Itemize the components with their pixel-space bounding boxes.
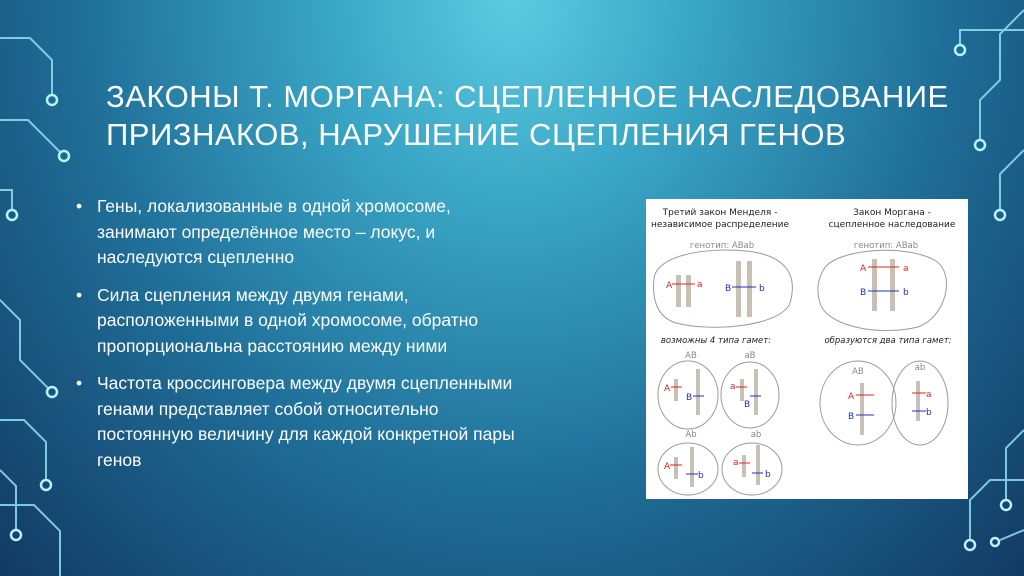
allele-label: b	[698, 471, 704, 481]
allele-label: B	[860, 288, 867, 298]
allele-label: a	[730, 382, 736, 392]
left-title-1: Третий закон Менделя -	[662, 208, 778, 218]
allele-label: B	[725, 284, 732, 294]
right-gametes-caption: образуются два типа гамет:	[824, 336, 952, 346]
bullet-line: генами представляет собой относительно	[97, 398, 439, 419]
bullet-list	[76, 194, 636, 485]
bullet-dot: •	[76, 284, 83, 305]
genotype-left: генотип: AВab	[689, 241, 755, 251]
left-gametes-caption: возможны 4 типа гамет:	[660, 336, 772, 346]
gamete-cell	[722, 443, 782, 495]
bullet-line: Гены, локализованные в одной хромосоме,	[97, 196, 451, 216]
bullet-item	[76, 194, 636, 271]
allele-label: b	[759, 284, 765, 294]
gamete-cell	[721, 362, 779, 428]
slide-title	[106, 78, 949, 154]
bullet-item	[76, 371, 636, 473]
genotype-right: генотип: AВab	[853, 241, 919, 251]
inheritance-diagram	[646, 199, 968, 499]
bullet-line: постоянную величину для каждой конкретной пары	[97, 424, 515, 444]
title-line-1: ЗАКОНЫ Т. МОРГАНА: СЦЕПЛЕННОЕ НАСЛЕДОВАНИЕ	[106, 79, 949, 114]
title-line-2: ПРИЗНАКОВ, НАРУШЕНИЕ СЦЕПЛЕНИЯ ГЕНОВ	[106, 117, 847, 152]
gamete-label: AB	[852, 367, 864, 377]
allele-label: B	[744, 400, 751, 410]
allele-label: A	[664, 384, 671, 394]
right-title-2: сцепленное наследование	[828, 220, 956, 230]
chromosome	[747, 261, 752, 317]
bullet-line: генов	[97, 449, 142, 470]
bullet-line: Частота кроссинговера между двумя сцепленными	[97, 373, 513, 393]
parent-cell-left	[654, 250, 793, 327]
allele-label: B	[848, 412, 855, 422]
allele-label: B	[686, 393, 693, 403]
bullet-line: наследуются сцепленно	[97, 247, 295, 267]
allele-label: A	[848, 392, 855, 402]
bullet-line: расположенными в одной хромосоме, обратно	[97, 310, 479, 330]
right-title-1: Закон Моргана -	[853, 208, 931, 218]
allele-label: A	[860, 264, 867, 274]
allele-label: a	[903, 264, 909, 274]
gamete-label: ab	[750, 430, 762, 440]
diagram-svg	[646, 199, 968, 499]
allele-label: a	[697, 280, 703, 290]
allele-label: b	[926, 408, 932, 418]
gamete-label: AB	[685, 351, 697, 361]
gamete-label: ab	[914, 363, 926, 373]
bullet-item	[76, 283, 636, 360]
allele-label: A	[664, 462, 671, 472]
bullet-dot: •	[76, 373, 83, 393]
allele-label: A	[666, 281, 673, 291]
chromosome	[686, 275, 691, 307]
gamete-label: aB	[744, 351, 756, 361]
allele-label: a	[926, 390, 932, 400]
gamete-label: Ab	[685, 430, 697, 440]
chromosome	[676, 275, 681, 307]
allele-label: a	[733, 458, 739, 468]
left-title-2: независимое распределение	[651, 220, 789, 230]
bullet-line: Сила сцепления между двумя генами,	[97, 284, 409, 305]
bullet-dot: •	[76, 196, 83, 216]
parent-cell-right	[818, 250, 947, 330]
bullet-line: пропорциональна расстоянию между ними	[97, 335, 448, 356]
chromosome	[736, 261, 741, 317]
bullet-line: занимают определённое место – локус, и	[97, 221, 436, 242]
allele-label: b	[765, 470, 771, 480]
allele-label: b	[903, 288, 909, 298]
